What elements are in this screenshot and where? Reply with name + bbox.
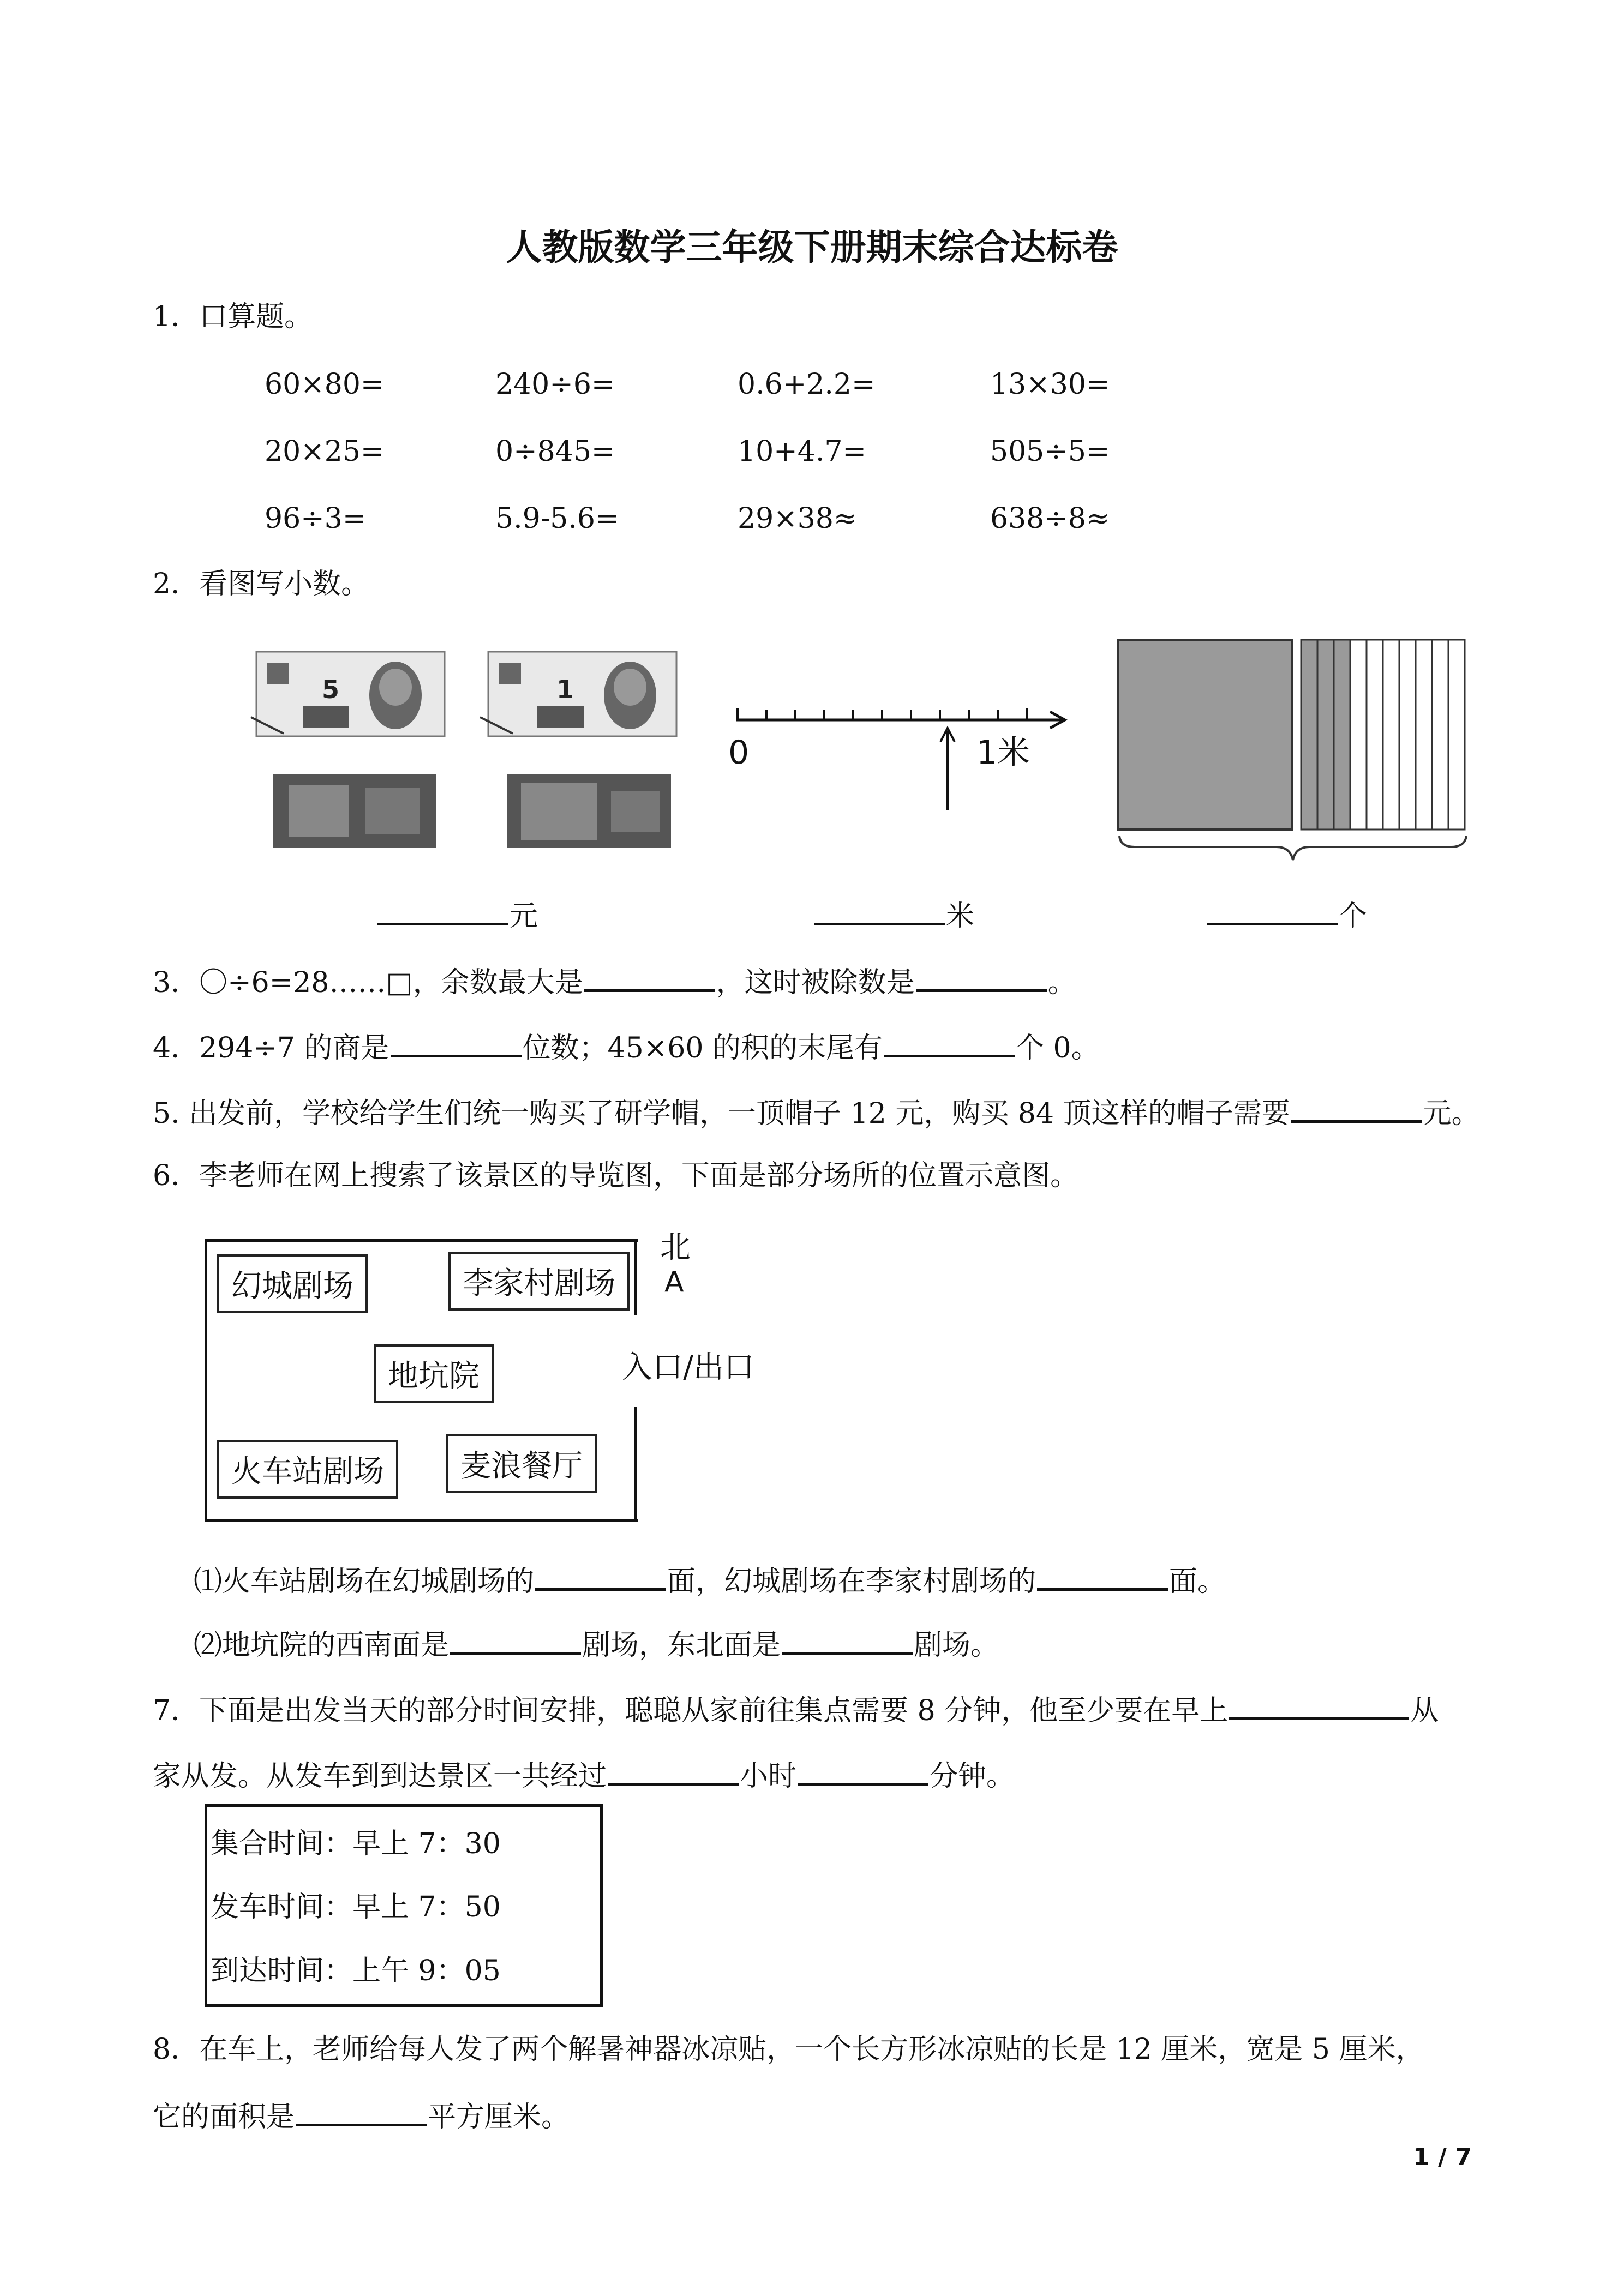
answer-blank[interactable]	[1229, 1693, 1409, 1720]
map-place-mailang: 麦浪餐厅	[446, 1434, 597, 1493]
decimal-blocks-figure	[1113, 635, 1467, 870]
question-3: 3．〇÷6=28……□，余数最大是 ，这时被除数是 。	[153, 966, 1076, 999]
calc-item: 13×30=	[990, 368, 1110, 401]
answer-blank[interactable]	[1207, 899, 1338, 925]
schedule-line: 到达时间：上午 9：05	[211, 1955, 501, 1987]
page-title: 人教版数学三年级下册期末综合达标卷	[506, 226, 1118, 268]
answer-blank[interactable]	[1291, 1096, 1422, 1123]
q2-answer-money: 元	[376, 899, 538, 930]
svg-text:1米: 1米	[976, 734, 1030, 772]
question-7-line-2: 家从发。从发车到到达景区一共经过 小时 分钟。	[153, 1760, 1015, 1793]
svg-text:0: 0	[728, 734, 750, 772]
answer-blank[interactable]	[391, 1031, 522, 1057]
q2-answer-length: 米	[813, 899, 974, 930]
north-label: 北	[660, 1230, 691, 1265]
question-4: 4．294÷7 的商是 位数；45×60 的积的末尾有 个 0。	[153, 1032, 1100, 1065]
answer-blank[interactable]	[814, 899, 945, 925]
small-note-right-icon	[507, 774, 671, 848]
calc-item: 29×38≈	[738, 502, 858, 535]
banknote-1-yuan-icon	[480, 652, 676, 736]
banknote-5-yuan-icon	[251, 652, 445, 736]
question-8-line-2: 它的面积是 平方厘米。	[153, 2101, 570, 2133]
answer-blank[interactable]	[296, 2100, 427, 2126]
calc-item: 0÷845=	[495, 435, 615, 468]
calc-item: 240÷6=	[495, 368, 615, 401]
question-8-line-1: 8．在车上，老师给每人发了两个解暑神器冰凉贴，一个长方形冰凉贴的长是 12 厘米，宽是 5 厘米，	[153, 2033, 1424, 2066]
map-place-huancheng: 幻城剧场	[217, 1254, 368, 1313]
calc-item: 10+4.7=	[738, 435, 867, 468]
map-place-lijiacun: 李家村剧场	[448, 1252, 630, 1311]
banknotes-figure	[240, 644, 704, 856]
question-5: 5. 出发前，学校给学生们统一购买了研学帽，一顶帽子 12 元，购买 84 顶这样的帽子需要 元。	[153, 1097, 1480, 1130]
question-2-label: 2．看图写小数。	[153, 568, 370, 600]
schedule-line: 发车时间：早上 7：50	[211, 1891, 501, 1924]
answer-blank[interactable]	[782, 1628, 913, 1655]
calc-item: 60×80=	[265, 368, 385, 401]
answer-blank[interactable]	[1037, 1564, 1168, 1591]
answer-blank[interactable]	[450, 1628, 581, 1655]
schedule-line: 集合时间：早上 7：30	[211, 1828, 501, 1860]
answer-blank[interactable]	[584, 965, 715, 992]
answer-blank[interactable]	[377, 899, 508, 925]
whole-square	[1118, 640, 1292, 830]
question-7-line-1: 7．下面是出发当天的部分时间安排，聪聪从家前往集点需要 8 分钟，他至少要在早上 从	[153, 1694, 1439, 1727]
map-place-huochezhan: 火车站剧场	[217, 1440, 398, 1499]
schedule-box	[205, 1804, 603, 2007]
question-6-part-1: ⑴火车站剧场在幻城剧场的 面，幻城剧场在李家村剧场的 面。	[194, 1565, 1226, 1598]
calc-item: 96÷3=	[265, 502, 367, 535]
answer-blank[interactable]	[535, 1564, 666, 1591]
calc-item: 638÷8≈	[990, 502, 1110, 535]
map-place-dikengyuan: 地坑院	[374, 1344, 494, 1403]
question-6-label: 6．李老师在网上搜索了该景区的导览图，下面是部分场所的位置示意图。	[153, 1159, 1079, 1192]
north-arrow-icon: A	[664, 1266, 684, 1299]
page-number: 1 / 7	[1413, 2143, 1472, 2171]
number-line-figure	[720, 687, 1091, 818]
small-note-left-icon	[273, 774, 436, 848]
map-entrance-label: 入口/出口	[622, 1350, 754, 1385]
answer-blank[interactable]	[798, 1759, 928, 1786]
question-6-part-2: ⑵地坑院的西南面是 剧场，东北面是 剧场。	[194, 1629, 999, 1662]
answer-blank[interactable]	[884, 1031, 1015, 1057]
question-1-label: 1．口算题。	[153, 300, 313, 333]
calc-item: 505÷5=	[990, 435, 1110, 468]
answer-blank[interactable]	[916, 965, 1047, 992]
calc-item: 20×25=	[265, 435, 385, 468]
svg-text:5: 5	[322, 675, 340, 704]
brace-icon	[1119, 836, 1466, 860]
calc-item: 0.6+2.2=	[738, 368, 876, 401]
svg-text:1: 1	[556, 675, 574, 704]
answer-blank[interactable]	[608, 1759, 739, 1786]
q2-answer-count: 个	[1206, 899, 1367, 930]
calc-item: 5.9-5.6=	[495, 502, 619, 535]
